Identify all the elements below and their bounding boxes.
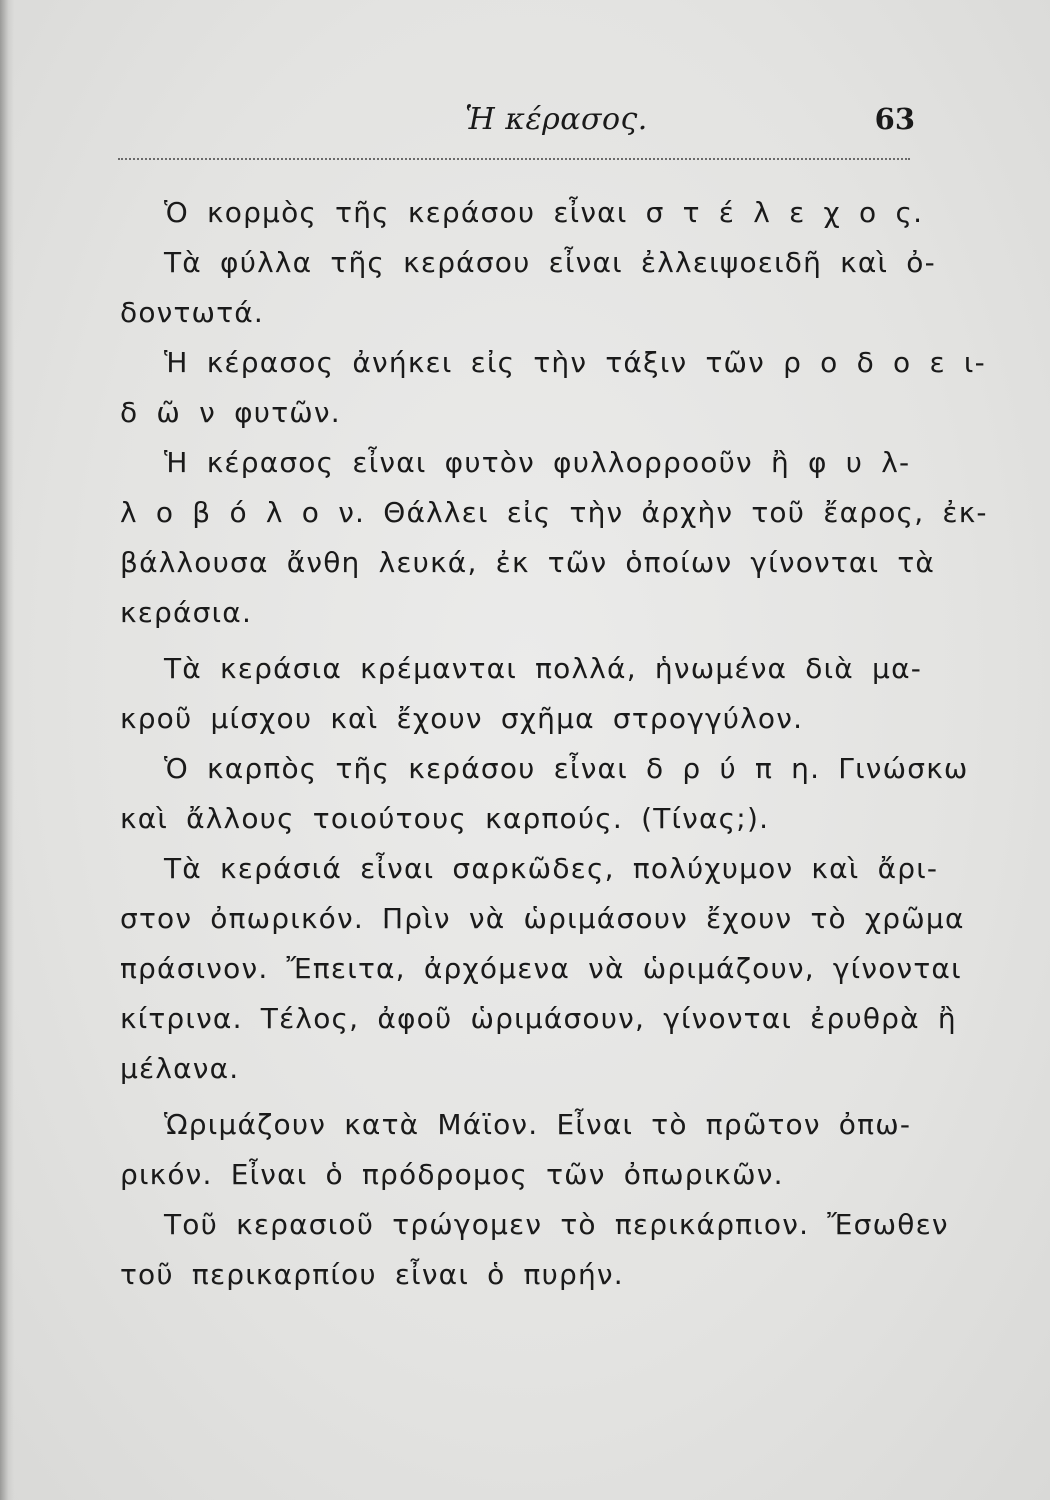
text-line: Τὰ κεράσια κρέμανται πολλά, ἡνωμένα διὰ μα- [164,652,923,685]
text-line: ρικόν. Εἶναι ὁ πρόδρομος τῶν ὀπωρικῶν. [120,1158,784,1191]
text-line: Ὁ καρπὸς τῆς κεράσου εἶναι δ ρ ύ π η. Γινώσκω [164,752,969,785]
header-divider [118,158,910,160]
page-header [115,102,915,146]
text-line: πράσινον. Ἔπειτα, ἀρχόμενα νὰ ὡριμάζουν, γίνονται [120,952,962,985]
text-line: καὶ ἄλλους τοιούτους καρπούς. (Τίνας;). [120,802,770,835]
text-line: Τοῦ κερασιοῦ τρώγομεν τὸ περικάρπιον. Ἔσωθεν [164,1208,949,1241]
text-line: δ ῶ ν φυτῶν. [120,396,341,429]
text-line: στον ὀπωρικόν. Πρὶν νὰ ὡριμάσουν ἔχουν τὸ χρῶμα [120,902,965,935]
text-line: μέλανα. [120,1052,240,1085]
body-text [120,188,988,1300]
text-line: τοῦ περικαρπίου εἶναι ὁ πυρήν. [120,1258,624,1291]
text-line: κίτρινα. Τέλος, ἀφοῦ ὡριμάσουν, γίνονται ἐρυθρὰ ἢ [120,1002,957,1035]
text-line: λ ο β ό λ ο ν. Θάλλει εἰς τὴν ἀρχὴν τοῦ ἔαρος, ἐκ- [120,496,988,529]
page-spine-shadow [0,0,14,1500]
text-line: κεράσια. [120,596,253,629]
text-line: Ἡ κέρασος εἶναι φυτὸν φυλλορροοῦν ἢ φ υ λ- [164,446,911,479]
text-line: Τὰ φύλλα τῆς κεράσου εἶναι ἐλλειψοειδῆ καὶ ὀ- [164,246,936,279]
text-line: κροῦ μίσχου καὶ ἔχουν σχῆμα στρογγύλον. [120,702,804,735]
text-line: Ὁ κορμὸς τῆς κεράσου εἶναι σ τ έ λ ε χ ο ς. [164,196,924,229]
text-line: Τὰ κεράσιά εἶναι σαρκῶδες, πολύχυμον καὶ ἄρι- [164,852,939,885]
page-number: 63 [874,102,915,136]
text-line: δοντωτά. [120,296,265,329]
text-line: βάλλουσα ἄνθη λευκά, ἐκ τῶν ὁποίων γίνονται τὰ [120,546,936,579]
running-title: Ἡ κέρασος. [465,102,648,137]
text-line: Ὡριμάζουν κατὰ Μάϊον. Εἶναι τὸ πρῶτον ὀπω- [164,1108,912,1141]
text-line: Ἡ κέρασος ἀνήκει εἰς τὴν τάξιν τῶν ρ ο δ ο ε ι- [164,346,986,379]
